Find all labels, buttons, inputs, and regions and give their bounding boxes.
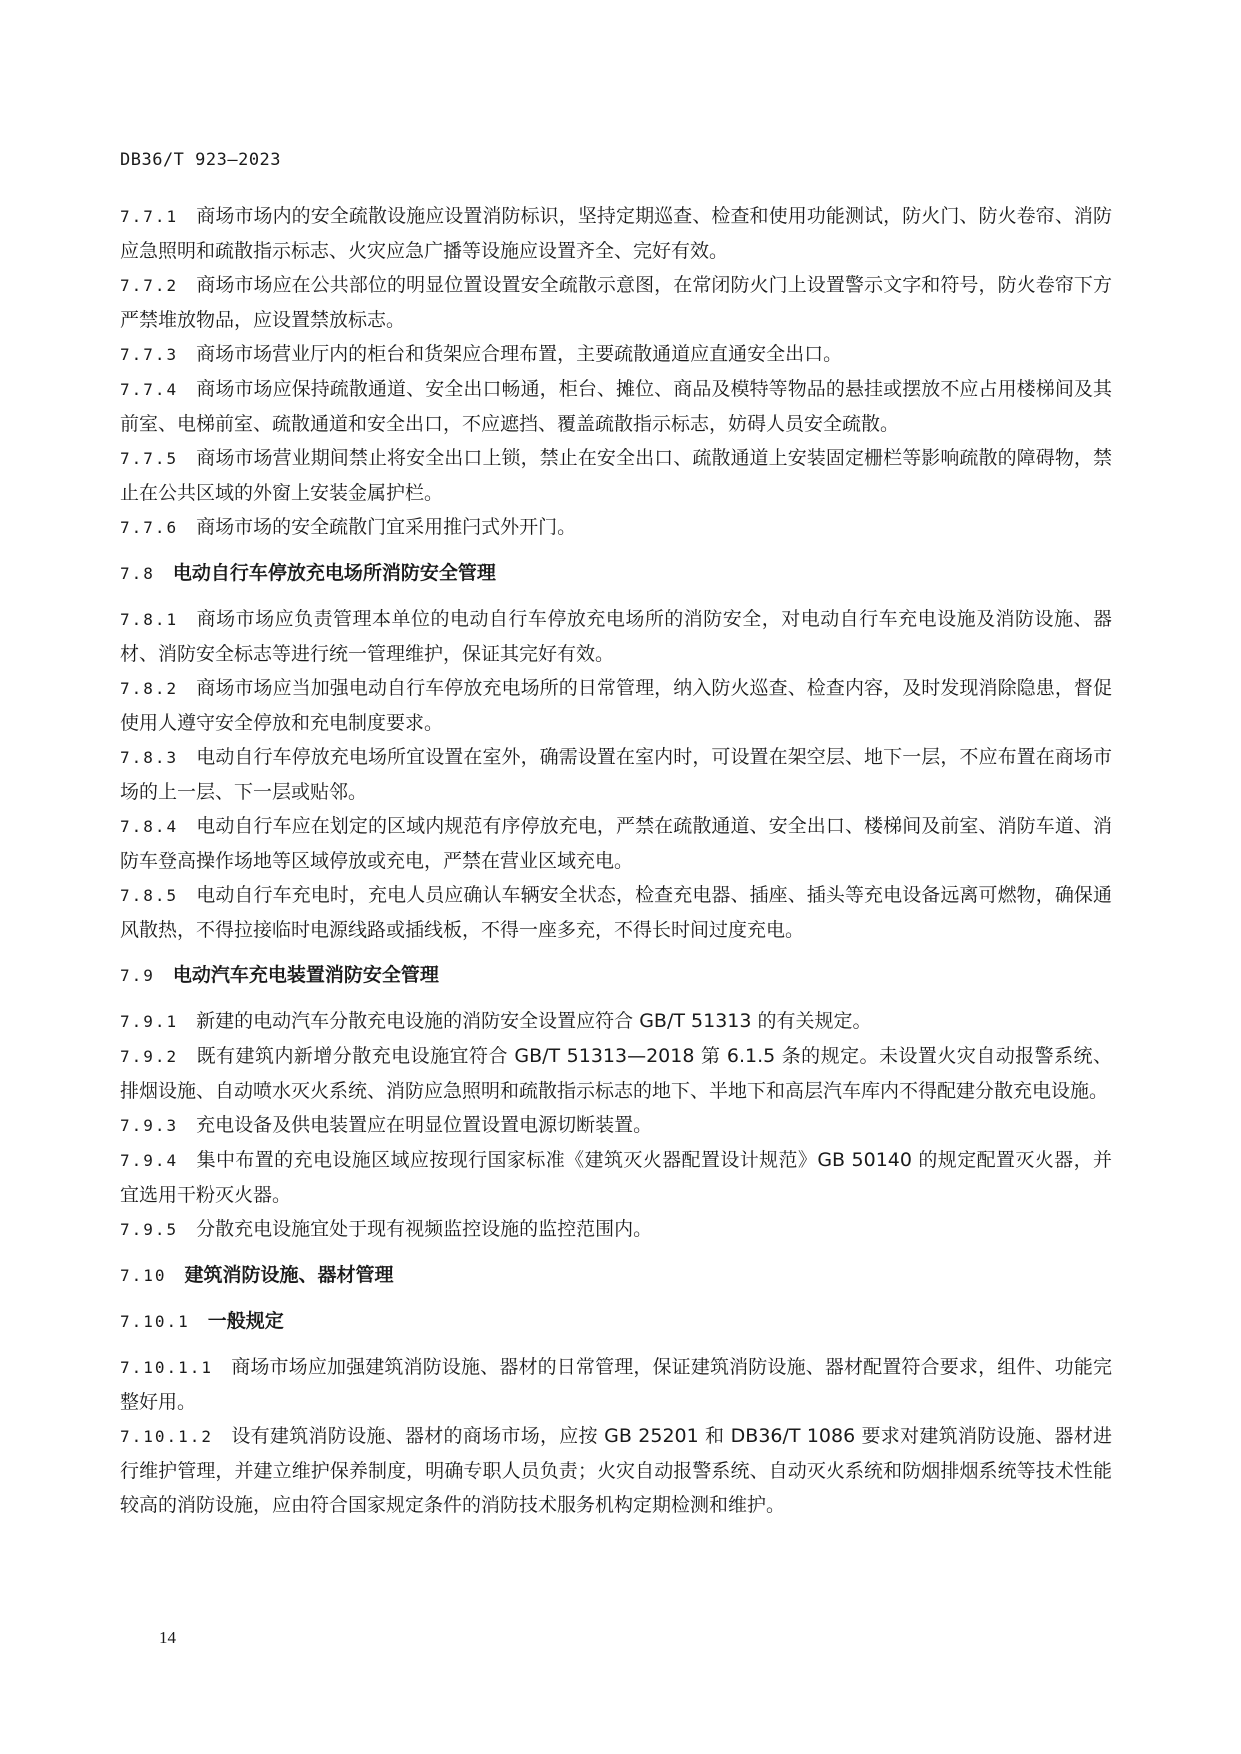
- clause-text: 商场市场应当加强电动自行车停放充电场所的日常管理，纳入防火巡查、检查内容，及时发现消除隐患，督促使用人遵守安全停放和充电制度要求。: [120, 677, 1112, 734]
- clause-7-8-5: [120, 878, 1112, 947]
- clause-number: 7.7.6: [120, 518, 179, 537]
- clause-number: 7.8.1: [120, 610, 179, 629]
- clause-number: 7.9.2: [120, 1047, 179, 1066]
- clause-7-8-3: [120, 740, 1112, 809]
- clause-text: 分散充电设施宜处于现有视频监控设施的监控范围内。: [196, 1218, 653, 1240]
- section-heading-7-9: [120, 958, 1112, 993]
- clause-7-7-4: [120, 372, 1112, 441]
- clause-number: 7.8.3: [120, 748, 179, 767]
- clause-7-7-3: [120, 337, 1112, 372]
- document-code-header: DB36/T 923—2023: [120, 150, 282, 170]
- clause-number: 7.7.5: [120, 449, 179, 468]
- clause-number: 7.10.1.2: [120, 1427, 214, 1446]
- clause-text: 商场市场应在公共部位的明显位置设置安全疏散示意图，在常闭防火门上设置警示文字和符号，防火卷帘下方严禁堆放物品，应设置禁放标志。: [120, 274, 1112, 331]
- section-title: 建筑消防设施、器材管理: [184, 1264, 394, 1286]
- clause-text: 商场市场应负责管理本单位的电动自行车停放充电场所的消防安全，对电动自行车充电设施及消防设施、器材、消防安全标志等进行统一管理维护，保证其完好有效。: [120, 608, 1112, 665]
- clause-text: 电动自行车停放充电场所宜设置在室外，确需设置在室内时，可设置在架空层、地下一层，不应布置在商场市场的上一层、下一层或贴邻。: [120, 746, 1112, 803]
- clause-text: 充电设备及供电装置应在明显位置设置电源切断装置。: [196, 1114, 653, 1136]
- clause-number: 7.8.4: [120, 817, 179, 836]
- clause-7-9-5: [120, 1212, 1112, 1247]
- clause-7-9-1: [120, 1004, 1112, 1039]
- clause-number: 7.9.3: [120, 1116, 179, 1135]
- document-body: [120, 199, 1112, 1522]
- section-number: 7.8: [120, 564, 155, 583]
- clause-text: 既有建筑内新增分散充电设施宜符合 GB/T 51313—2018 第 6.1.5 条的规定。未设置火灾自动报警系统、排烟设施、自动喷水灭火系统、消防应急照明和疏散指示标志的地下、半地下和高层汽车库内不得配建分散充电设施。: [120, 1045, 1112, 1102]
- clause-text: 商场市场营业期间禁止将安全出口上锁，禁止在安全出口、疏散通道上安装固定栅栏等影响疏散的障碍物，禁止在公共区域的外窗上安装金属护栏。: [120, 447, 1112, 504]
- clause-7-7-6: [120, 510, 1112, 545]
- section-title: 电动汽车充电装置消防安全管理: [172, 964, 439, 986]
- section-number: 7.10: [120, 1266, 167, 1285]
- clause-text: 设有建筑消防设施、器材的商场市场，应按 GB 25201 和 DB36/T 1086 要求对建筑消防设施、器材进行维护管理，并建立维护保养制度，明确专职人员负责；火灾自动报警系统、自动灭火系统和防烟排烟系统等技术性能较高的消防设施，应由符合国家规定条件的消防技术服务机构定期检测和维护。: [120, 1425, 1112, 1516]
- subsection-number: 7.10.1: [120, 1312, 190, 1331]
- clause-7-9-3: [120, 1108, 1112, 1143]
- clause-number: 7.9.1: [120, 1012, 179, 1031]
- clause-number: 7.7.3: [120, 345, 179, 364]
- clause-text: 商场市场应加强建筑消防设施、器材的日常管理，保证建筑消防设施、器材配置符合要求，组件、功能完整好用。: [120, 1356, 1112, 1413]
- section-title: 电动自行车停放充电场所消防安全管理: [172, 562, 496, 584]
- clause-7-7-1: [120, 199, 1112, 268]
- clause-text: 集中布置的充电设施区域应按现行国家标准《建筑灭火器配置设计规范》GB 50140 的规定配置灭火器，并宜选用干粉灭火器。: [120, 1149, 1112, 1206]
- clause-text: 商场市场应保持疏散通道、安全出口畅通，柜台、摊位、商品及模特等物品的悬挂或摆放不应占用楼梯间及其前室、电梯前室、疏散通道和安全出口，不应遮挡、覆盖疏散指示标志，妨碍人员安全疏散。: [120, 378, 1112, 435]
- clause-text: 商场市场的安全疏散门宜采用推闩式外开门。: [196, 516, 577, 538]
- clause-number: 7.8.2: [120, 679, 179, 698]
- clause-number: 7.7.1: [120, 207, 179, 226]
- section-number: 7.9: [120, 966, 155, 985]
- clause-number: 7.9.5: [120, 1220, 179, 1239]
- clause-7-7-2: [120, 268, 1112, 337]
- clause-7-10-1-2: [120, 1419, 1112, 1522]
- clause-7-9-4: [120, 1143, 1112, 1212]
- clause-7-8-1: [120, 602, 1112, 671]
- subsection-title: 一般规定: [207, 1310, 284, 1332]
- clause-number: 7.10.1.1: [120, 1358, 214, 1377]
- clause-number: 7.7.4: [120, 380, 179, 399]
- clause-7-10-1-1: [120, 1350, 1112, 1419]
- clause-7-7-5: [120, 441, 1112, 510]
- page-number: 14: [159, 1628, 176, 1647]
- clause-7-8-4: [120, 809, 1112, 878]
- clause-7-8-2: [120, 671, 1112, 740]
- section-heading-7-10: [120, 1258, 1112, 1293]
- clause-7-9-2: [120, 1039, 1112, 1108]
- clause-text: 电动自行车应在划定的区域内规范有序停放充电，严禁在疏散通道、安全出口、楼梯间及前室、消防车道、消防车登高操作场地等区域停放或充电，严禁在营业区域充电。: [120, 815, 1112, 872]
- subsection-heading-7-10-1: [120, 1304, 1112, 1339]
- clause-text: 新建的电动汽车分散充电设施的消防安全设置应符合 GB/T 51313 的有关规定。: [196, 1010, 872, 1032]
- clause-text: 商场市场内的安全疏散设施应设置消防标识，坚持定期巡查、检查和使用功能测试，防火门、防火卷帘、消防应急照明和疏散指示标志、火灾应急广播等设施应设置齐全、完好有效。: [120, 205, 1112, 262]
- section-heading-7-8: [120, 556, 1112, 591]
- clause-number: 7.9.4: [120, 1151, 179, 1170]
- clause-number: 7.8.5: [120, 886, 179, 905]
- clause-text: 电动自行车充电时，充电人员应确认车辆安全状态，检查充电器、插座、插头等充电设备远离可燃物，确保通风散热，不得拉接临时电源线路或插线板，不得一座多充，不得长时间过度充电。: [120, 884, 1112, 941]
- clause-number: 7.7.2: [120, 276, 179, 295]
- clause-text: 商场市场营业厅内的柜台和货架应合理布置，主要疏散通道应直通安全出口。: [196, 343, 843, 365]
